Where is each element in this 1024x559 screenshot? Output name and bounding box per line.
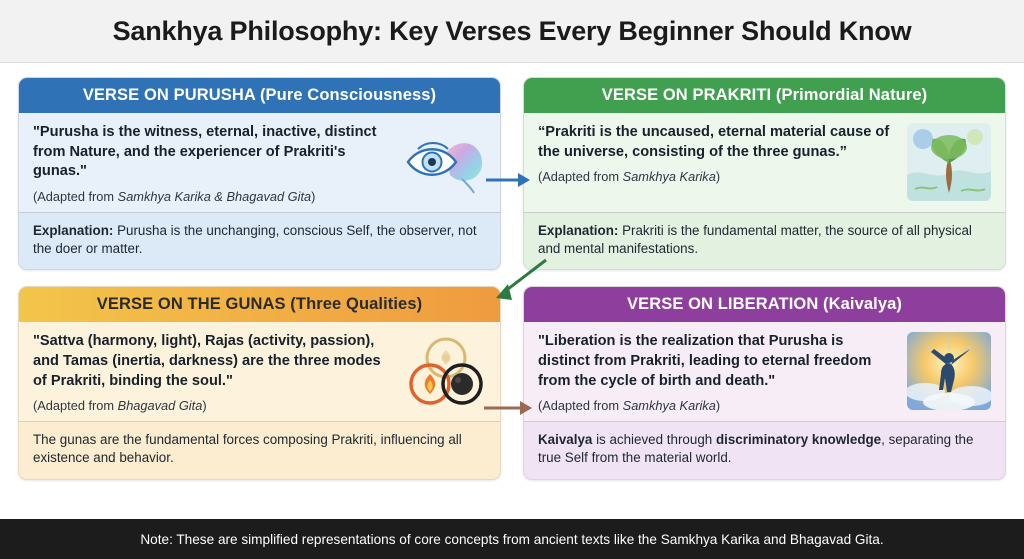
cards-grid [0, 63, 1024, 480]
card-gunas-verse: "Sattva (harmony, light), Rajas (activity, passion), and Tamas (inertia, darkness) are the three modes of Prakriti, binding the soul." [33, 333, 381, 389]
page-header [0, 0, 1024, 63]
tree-nature-icon [907, 123, 991, 201]
card-prakriti-verse: “Prakriti is the uncaused, eternal material cause of the universe, consisting of the three gunas.” [538, 124, 890, 160]
source-title: Samkhya Karika [622, 169, 716, 185]
card-prakriti-explanation [524, 212, 1005, 269]
source-title: Bhagavad Gita [117, 398, 203, 414]
card-purusha-verse: "Purusha is the witness, eternal, inactive, distinct from Nature, and the experiencer of Prakriti's gunas." [33, 124, 377, 180]
card-purusha-body [19, 113, 500, 212]
source-prefix: (Adapted from [33, 398, 118, 414]
source-prefix: (Adapted from [538, 398, 623, 414]
card-purusha[interactable] [18, 77, 501, 270]
explanation-bold-term: discriminatory knowledge [715, 432, 882, 448]
card-prakriti[interactable] [523, 77, 1006, 270]
explanation-label: Explanation: [538, 223, 619, 239]
footer-note-text: Note: These are simplified representations of core concepts from ancient texts like the Samkhya Karika and Bhagavad Gita. [140, 531, 884, 547]
page-title: Sankhya Philosophy: Key Verses Every Beginner Should Know [112, 15, 912, 46]
card-gunas[interactable] [18, 286, 501, 479]
card-prakriti-source [538, 169, 899, 184]
card-gunas-explanation [19, 421, 500, 478]
explanation-text: is achieved through discriminatory knowledge, separating the true Self from the material world. [538, 432, 974, 466]
eye-icon [402, 123, 486, 201]
three-gunas-icon [402, 332, 486, 410]
card-gunas-header: VERSE ON THE GUNAS (Three Qualities) [19, 287, 500, 322]
explanation-text: Purusha is the unchanging, conscious Self, the observer, not the doer or matter. [33, 223, 477, 257]
liberation-figure-icon [907, 332, 991, 410]
card-liberation-header: VERSE ON LIBERATION (Kaivalya) [524, 287, 1005, 322]
source-title: Samkhya Karika & Bhagavad Gita [117, 189, 312, 205]
card-gunas-source [33, 398, 394, 413]
card-prakriti-body [524, 113, 1005, 212]
explanation-label: Explanation: [33, 223, 114, 239]
explanation-text: Prakriti is the fundamental matter, the source of all physical and mental manifestations. [538, 223, 972, 257]
source-suffix: ) [202, 398, 207, 414]
source-prefix: (Adapted from [538, 169, 623, 185]
source-suffix: ) [715, 169, 721, 185]
explanation-text: The gunas are the fundamental forces composing Prakriti, influencing all existence and behavior. [33, 432, 462, 466]
card-purusha-header: VERSE ON PURUSHA (Pure Consciousness) [19, 78, 500, 113]
source-title: Samkhya Karika [622, 398, 716, 414]
card-purusha-explanation [19, 212, 500, 269]
source-suffix: ) [715, 398, 721, 414]
card-liberation-explanation [524, 421, 1005, 478]
card-liberation-source [538, 398, 899, 413]
card-liberation-verse: "Liberation is the realization that Purusha is distinct from Prakriti, leading to eternal freedom from the cycle of birth and death." [538, 333, 872, 389]
card-prakriti-header: VERSE ON PRAKRITI (Primordial Nature) [524, 78, 1005, 113]
source-prefix: (Adapted from [33, 189, 118, 205]
card-gunas-body [19, 322, 500, 421]
card-liberation-body [524, 322, 1005, 421]
card-purusha-source [33, 189, 394, 204]
source-suffix: ) [311, 189, 316, 205]
explanation-label: Kaivalya [538, 432, 593, 448]
footer-note [0, 519, 1024, 559]
card-liberation[interactable] [523, 286, 1006, 479]
